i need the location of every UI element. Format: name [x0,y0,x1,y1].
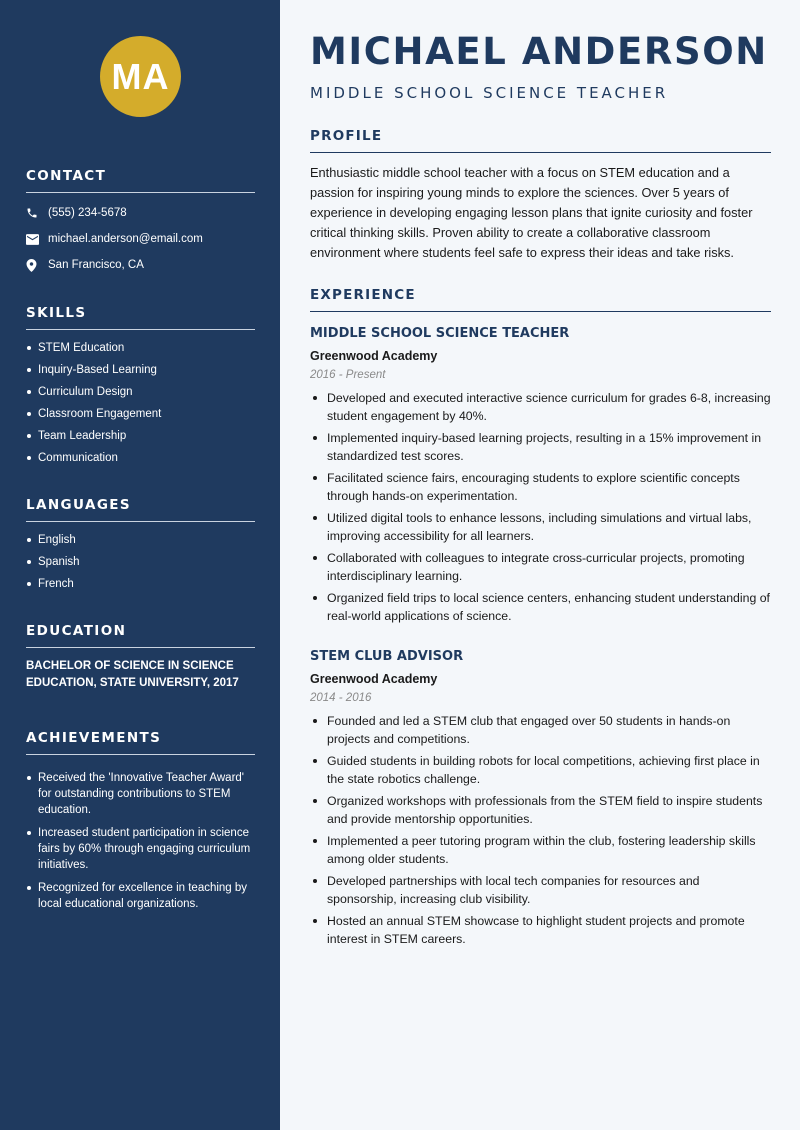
job-bullet: Guided students in building robots for local competitions, achieving first place in the state robotics challenge. [310,752,771,788]
achievement-item: Recognized for excellence in teaching by local educational organizations. [26,880,255,912]
achievement-item: Received the 'Innovative Teacher Award' for outstanding contributions to STEM education. [26,770,255,818]
education-line-2: EDUCATION, STATE UNIVERSITY, 2017 [26,677,239,689]
skill-item: Curriculum Design [26,384,255,400]
job-bullets [310,712,771,948]
skill-item: Classroom Engagement [26,406,255,422]
avatar-initials: MA [111,55,170,97]
skill-item: STEM Education [26,340,255,356]
languages-list [26,532,255,592]
location-pin-icon [26,259,48,272]
job-company: Greenwood Academy [310,349,438,363]
sidebar [0,0,280,1130]
language-item: English [26,532,255,548]
job-bullet: Founded and led a STEM club that engaged over 50 students in hands-on projects and competitions. [310,712,771,748]
email-icon [26,234,48,245]
education-heading: EDUCATION [26,623,255,648]
language-item: French [26,576,255,592]
skill-item: Inquiry-Based Learning [26,362,255,378]
achievement-item: Increased student participation in science fairs by 60% through engaging curriculum initiatives. [26,825,255,873]
job-company: Greenwood Academy [310,672,438,686]
skills-list [26,340,255,466]
profile-text: Enthusiastic middle school teacher with a focus on STEM education and a passion for inspiring young minds to explore the sciences. Over 5 years of experience in developing engaging lesson plans that ignite curiosity and foster critical thinking skills. Proven ability to create a collaborative classroom environment where students feel safe to express their ideas and take risks. [310,165,753,260]
job-bullet: Utilized digital tools to enhance lessons, including simulations and virtual labs, improving accessibility for all learners. [310,509,771,545]
candidate-name: MICHAEL ANDERSON [310,30,768,73]
education-line-1: BACHELOR OF SCIENCE IN SCIENCE [26,660,234,672]
avatar [100,36,181,117]
education-degree [26,658,255,692]
phone-icon [26,207,48,219]
contact-phone-text: (555) 234-5678 [48,207,127,219]
contact-email-text[interactable]: michael.anderson@email.com [48,233,203,245]
achievements-list [26,770,255,912]
job-bullet: Developed partnerships with local tech companies for resources and sponsorship, increasing club visibility. [310,872,771,908]
job-bullet: Developed and executed interactive science curriculum for grades 6-8, increasing student engagement by 40%. [310,389,771,425]
languages-heading: LANGUAGES [26,497,255,522]
skill-item: Communication [26,450,255,466]
experience-section [310,287,771,312]
job-entry [310,649,771,952]
job-bullet: Collaborated with colleagues to integrate cross-curricular projects, promoting interdisciplinary learning. [310,549,771,585]
contact-phone [26,200,255,226]
language-item: Spanish [26,554,255,570]
experience-heading: EXPERIENCE [310,287,771,312]
job-bullet: Implemented a peer tutoring program within the club, fostering leadership skills among older students. [310,832,771,868]
achievements-heading: ACHIEVEMENTS [26,730,255,755]
job-entry [310,326,771,629]
skills-section [26,305,255,472]
candidate-title: MIDDLE SCHOOL SCIENCE TEACHER [310,84,669,102]
job-title: MIDDLE SCHOOL SCIENCE TEACHER [310,326,570,341]
contact-location [26,252,255,278]
languages-section [26,497,255,598]
job-bullet: Organized workshops with professionals from the STEM field to inspire students and provide mentorship opportunities. [310,792,771,828]
profile-section [310,128,771,263]
contact-section [26,168,255,278]
job-bullet: Facilitated science fairs, encouraging students to explore scientific concepts through hands-on experimentation. [310,469,771,505]
job-bullet: Organized field trips to local science centers, enhancing student understanding of real-world applications of science. [310,589,771,625]
job-dates: 2014 - 2016 [310,692,372,704]
skills-heading: SKILLS [26,305,255,330]
job-title: STEM CLUB ADVISOR [310,649,464,664]
contact-location-text: San Francisco, CA [48,259,144,271]
profile-heading: PROFILE [310,128,771,153]
achievements-section [26,730,255,919]
skill-item: Team Leadership [26,428,255,444]
contact-heading: CONTACT [26,168,255,193]
job-bullets [310,389,771,625]
education-section [26,623,255,692]
job-dates: 2016 - Present [310,369,386,381]
contact-email [26,226,255,252]
job-bullet: Implemented inquiry-based learning projects, resulting in a 15% improvement in standardized test scores. [310,429,771,465]
job-bullet: Hosted an annual STEM showcase to highlight student projects and promote interest in STEM careers. [310,912,771,948]
